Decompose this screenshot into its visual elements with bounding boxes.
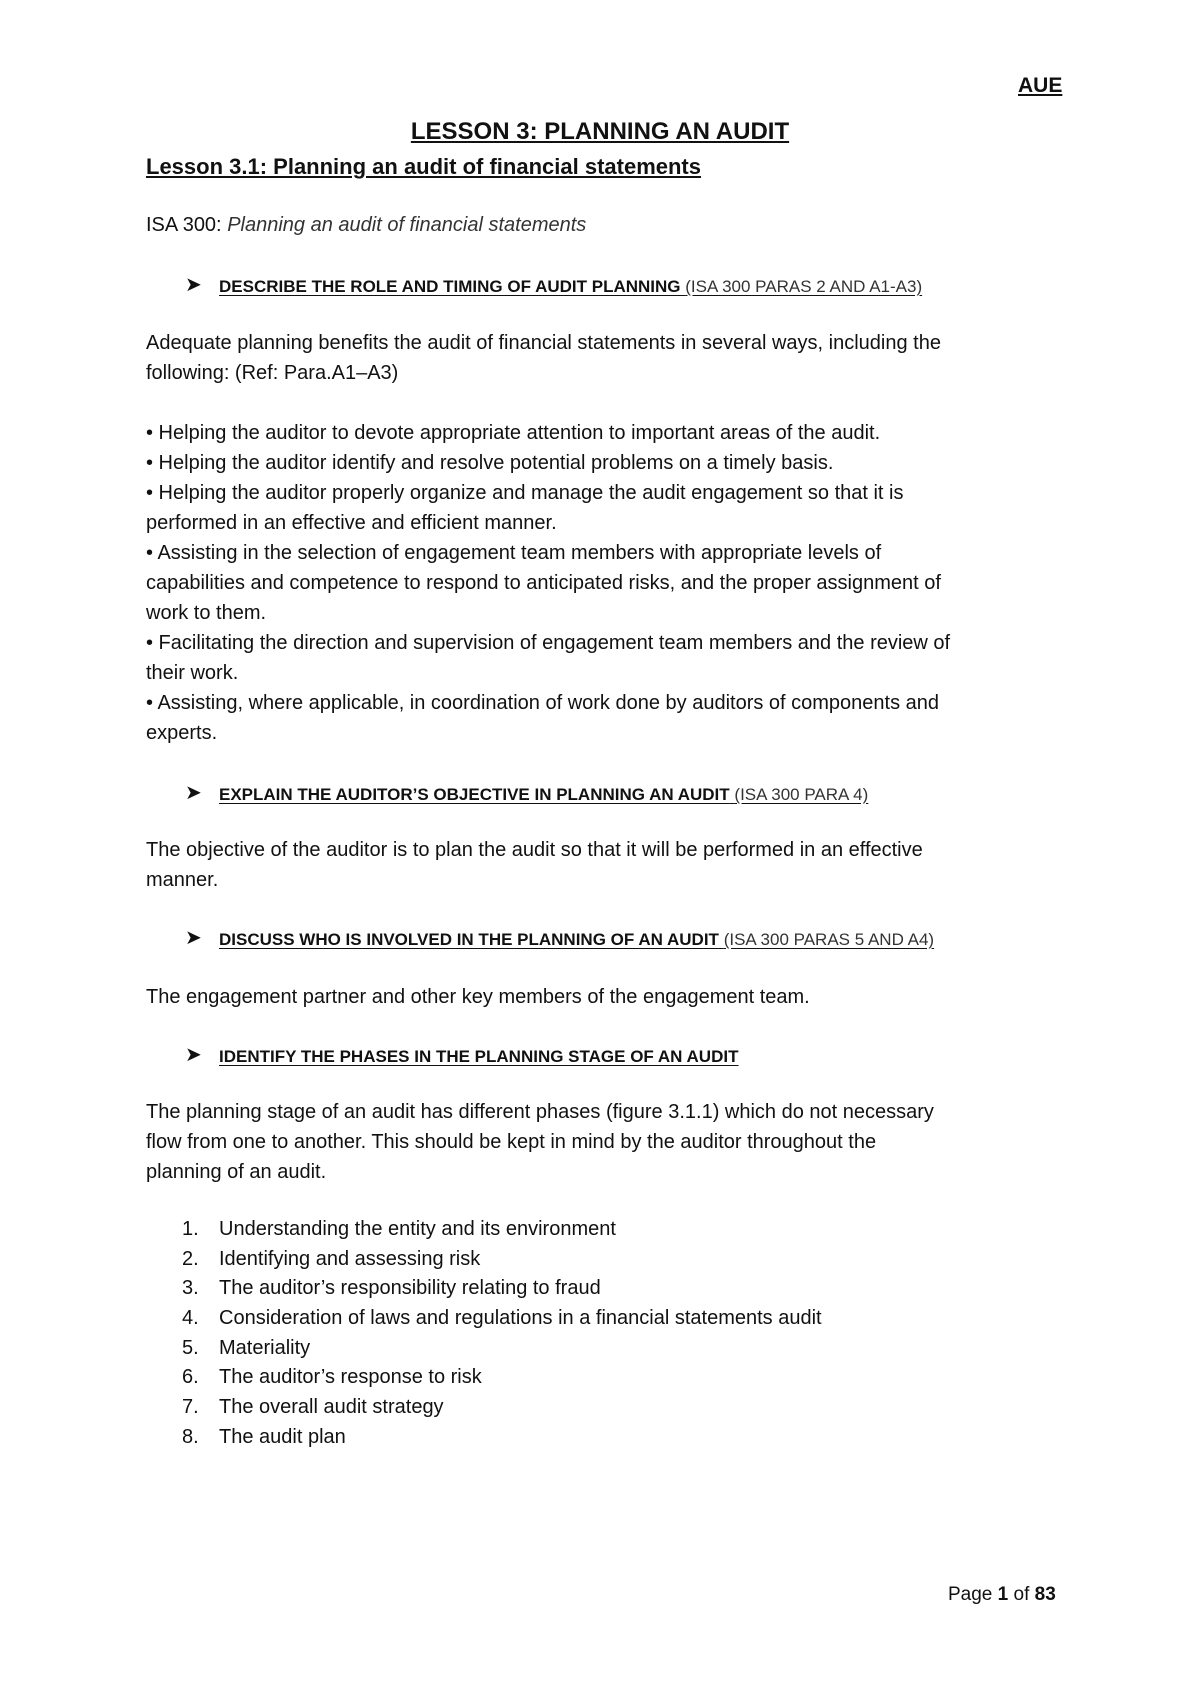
header-code: AUE <box>1018 74 1063 97</box>
section-ref: (ISA 300 PARA 4) <box>734 785 869 804</box>
list-item: Materiality <box>219 1337 311 1359</box>
list-item: • Helping the auditor properly organize and manage the audit engagement so that it is <box>146 482 904 504</box>
section-heading-1 <box>219 277 922 297</box>
list-item: Understanding the entity and its environment <box>219 1218 616 1240</box>
section-title: DISCUSS WHO IS INVOLVED IN THE PLANNING OF AN AUDIT <box>219 930 719 949</box>
involved-paragraph: The engagement partner and other key members of the engagement team. <box>146 986 810 1008</box>
phases-intro-paragraph <box>146 1097 934 1187</box>
list-number: 1. <box>182 1218 199 1240</box>
text-line: planning of an audit. <box>146 1161 327 1183</box>
list-item: experts. <box>146 722 218 744</box>
list-number: 7. <box>182 1396 199 1418</box>
lesson-subtitle: Lesson 3.1: Planning an audit of financial statements <box>146 154 701 179</box>
section-ref: (ISA 300 PARAS 5 AND A4) <box>723 930 935 949</box>
list-number: 5. <box>182 1337 199 1359</box>
page-number <box>948 1584 1056 1606</box>
list-item: Consideration of laws and regulations in a financial statements audit <box>219 1307 822 1329</box>
text-line: flow from one to another. This should be kept in mind by the auditor throughout the <box>146 1131 877 1153</box>
of-word: of <box>1013 1584 1030 1605</box>
total-pages: 83 <box>1034 1584 1056 1605</box>
arrow-bullet-icon: ➤ <box>185 274 202 296</box>
isa-reference <box>146 214 586 237</box>
isa-label: ISA 300: <box>146 214 222 236</box>
benefits-list <box>146 418 950 748</box>
list-item: • Helping the auditor to devote appropriate attention to important areas of the audit. <box>146 422 881 444</box>
section-title: DESCRIBE THE ROLE AND TIMING OF AUDIT PLANNING <box>219 277 681 296</box>
text-line: The planning stage of an audit has different phases (figure 3.1.1) which do not necessary <box>146 1101 934 1123</box>
list-item: work to them. <box>146 602 267 624</box>
list-item: • Helping the auditor identify and resolve potential problems on a timely basis. <box>146 452 834 474</box>
section-ref: (ISA 300 PARAS 2 AND A1-A3) <box>685 277 923 296</box>
list-item: The audit plan <box>219 1426 346 1448</box>
arrow-bullet-icon: ➤ <box>185 1044 202 1066</box>
section-heading-4 <box>219 1047 738 1067</box>
current-page: 1 <box>997 1584 1009 1605</box>
list-item: The auditor’s response to risk <box>219 1366 482 1388</box>
section-title: IDENTIFY THE PHASES IN THE PLANNING STAGE OF AN AUDIT <box>219 1047 739 1066</box>
text-line: manner. <box>146 869 219 891</box>
list-number: 6. <box>182 1366 199 1388</box>
list-number: 4. <box>182 1307 199 1329</box>
list-item: capabilities and competence to respond to anticipated risks, and the proper assignment of <box>146 572 941 594</box>
page-word: Page <box>948 1584 993 1605</box>
list-number: 2. <box>182 1248 199 1270</box>
list-number: 8. <box>182 1426 199 1448</box>
intro-paragraph <box>146 328 941 388</box>
text-line: Adequate planning benefits the audit of financial statements in several ways, including the <box>146 332 941 354</box>
section-heading-2 <box>219 785 868 805</box>
arrow-bullet-icon: ➤ <box>185 927 202 949</box>
list-item: • Facilitating the direction and supervision of engagement team members and the review of <box>146 632 951 654</box>
list-item: The auditor’s responsibility relating to fraud <box>219 1277 601 1299</box>
list-item: performed in an effective and efficient manner. <box>146 512 557 534</box>
section-title: EXPLAIN THE AUDITOR’S OBJECTIVE IN PLANNING AN AUDIT <box>219 785 730 804</box>
text-line: The objective of the auditor is to plan the audit so that it will be performed in an effective <box>146 839 923 861</box>
objective-paragraph <box>146 835 923 895</box>
list-item: • Assisting, where applicable, in coordination of work done by auditors of components and <box>146 692 940 714</box>
list-item: their work. <box>146 662 239 684</box>
isa-title: Planning an audit of financial statements <box>227 214 587 236</box>
section-heading-3 <box>219 930 934 950</box>
list-item: The overall audit strategy <box>219 1396 444 1418</box>
list-item: • Assisting in the selection of engagement team members with appropriate levels of <box>146 542 882 564</box>
list-item: Identifying and assessing risk <box>219 1248 481 1270</box>
lesson-title: LESSON 3: PLANNING AN AUDIT <box>410 118 790 145</box>
list-number: 3. <box>182 1277 199 1299</box>
arrow-bullet-icon: ➤ <box>185 782 202 804</box>
text-line: following: (Ref: Para.A1–A3) <box>146 362 399 384</box>
